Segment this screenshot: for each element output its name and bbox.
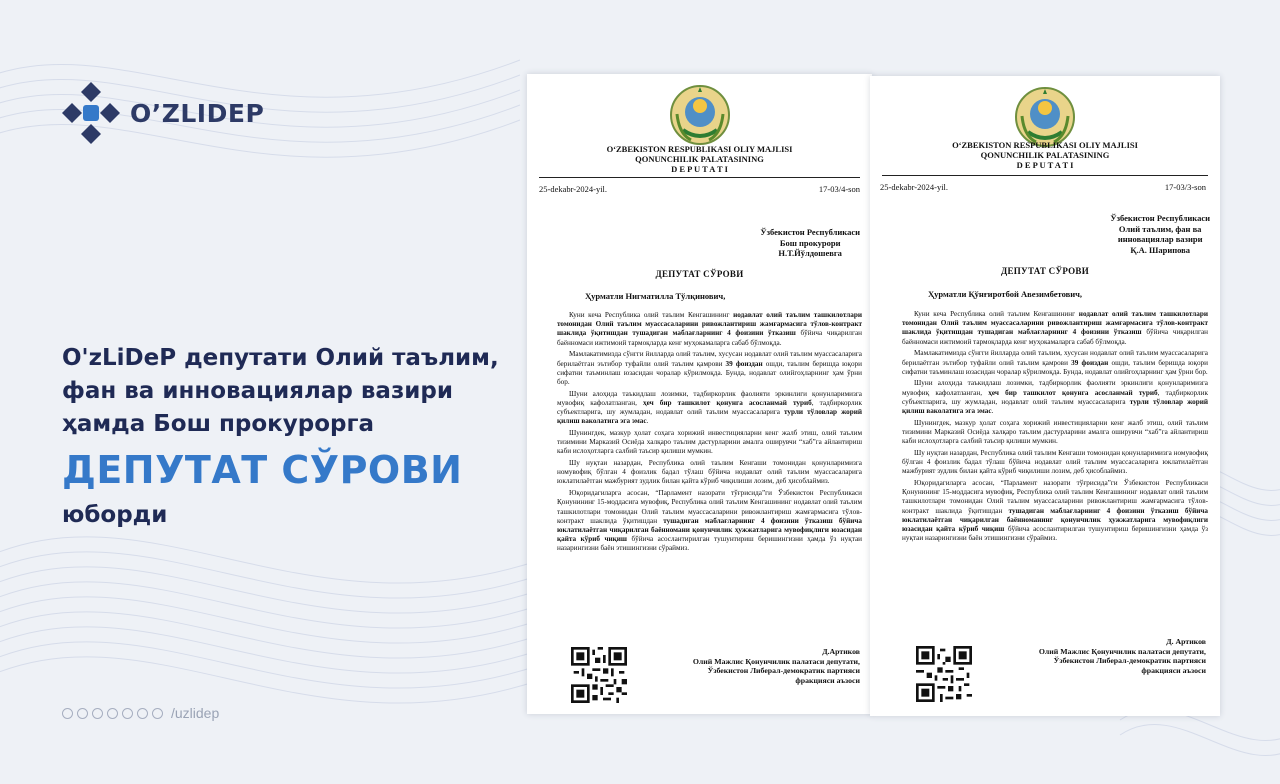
- addressee-line-4: Қ.А. Шарипова: [1130, 244, 1191, 255]
- telegram-icon[interactable]: [92, 708, 103, 719]
- headline-line-2: фан ва инновациялар вазири: [62, 378, 453, 404]
- addressee-line-3: Н.Т.Йўлдошевга: [778, 248, 842, 258]
- state-emblem-icon: [1014, 86, 1076, 148]
- institution-line-1: O‘ZBEKISTON RESPUBLIKASI OLIY MAJLISI: [952, 140, 1138, 150]
- addressee-line-3: инновациялар вазири: [1117, 234, 1203, 244]
- institution-line-3: D E P U T A T I: [671, 164, 728, 174]
- signer-title-1: Олий Мажлис Қонунчилик палатаси депутати,: [692, 656, 860, 666]
- greeting: Ҳурматли Қўнғиротбой Авезимбетович,: [928, 289, 1083, 299]
- addressee-line-2: Олий таълим, фан ва: [1118, 223, 1202, 234]
- social-bar: [62, 705, 219, 721]
- send-icon[interactable]: [152, 708, 163, 719]
- doc-date: 25-dekabr-2024-yil.: [539, 184, 608, 194]
- signer-title-2: Ўзбекистон Либерал-демократик партияси: [707, 666, 860, 675]
- greeting: Ҳурматли Нигматилла Тўлқинович,: [585, 291, 726, 301]
- institution-line-2: QONUNCHILIK PALATASINING: [635, 154, 764, 164]
- paragraph-4: Шунингдек, мазкур ҳолат соҳага хорижий инвестицияларни кенг жалб этиш, олий таълим тизимини Марказий Осиёда халқаро таълим дастурларини амалга оширувчи “хаб”га айлантириш каби ислоҳотларга салбий таъсир қилиши мумкин.: [902, 418, 1208, 446]
- youtube-icon[interactable]: [137, 708, 148, 719]
- twitter-icon[interactable]: [122, 708, 133, 719]
- header-rule: [882, 175, 1208, 176]
- headline-line-1: O'zLiDeP депутати Олий таълим,: [62, 345, 499, 371]
- paragraph-5: Шу нуқтаи назардан, Республика олий таълим Кенгаши томонидан қонунларимизга номувофиқ бўлган 4 фоизлик бадал тўлаш бўйича нодавлат олий таълим муассасаларига юклатилаётган мажбурият зудлик билан қайта кўриб чиқилиши лозим, деб ҳисоблаймиз.: [902, 448, 1208, 476]
- institution-line-2: QONUNCHILIK PALATASINING: [980, 150, 1110, 160]
- social-handle[interactable]: /uzlidep: [171, 705, 220, 721]
- doc-date: 25-dekabr-2024-yil.: [880, 182, 949, 192]
- headline: [62, 342, 522, 532]
- addressee-line-2: Бош прокурори: [779, 237, 841, 248]
- signer-title-3: фракцияси аъзоси: [795, 675, 860, 685]
- brand-logo[interactable]: [62, 82, 264, 144]
- tiktok-icon[interactable]: [107, 708, 118, 719]
- signer-name: Д. Артиков: [1166, 637, 1206, 646]
- doc-body: [902, 310, 1208, 546]
- doc-title: ДЕПУТАТ СЎРОВИ: [1000, 266, 1090, 276]
- paragraph-5: Шу нуқтаи назардан, Республика олий таълим Кенгаши томонидан қонунларимизга номувофиқ бўлган 4 фоизлик бадал тўлаш бўйича нодавлат олий таълим муассасаларига юклатилаётган мажбурият зудлик билан қайта кўриб чиқилиши лозим, деб ҳисоблаймиз.: [557, 459, 862, 486]
- addressee-line-1: Ўзбекистон Республикаси: [760, 227, 860, 237]
- paragraph-2: Мамлакатимизда сўнгги йилларда олий таълим, хусусан нодавлат олий таълим муассасаларига берилаётган эътибор туфайли олий таълим қамрови 39 фоиздан ошди, таълим беришда юқори сифатни таъминлаш юзасидан чоралар кўрилмоқда. Бунда, нодавлат олийгоҳларнинг ҳам ўрни бор.: [902, 349, 1208, 376]
- headline-big: ДЕПУТАТ СЎРОВИ: [62, 448, 463, 492]
- ozlidep-cross-logo-icon: [62, 82, 120, 144]
- signer-title-3: фракцияси аъзоси: [1141, 665, 1206, 675]
- headline-line-3: ҳамда Бош прокурорга: [62, 411, 375, 437]
- doc-number: 17-03/3-son: [1164, 182, 1206, 192]
- institution-line-3: D E P U T A T I: [1016, 160, 1074, 170]
- paragraph-1: Куни кеча Республика олий таълим Кенгашининг нодавлат олий таълим ташкилотлари томонидан Олий таълим муассасаларини ривожлантириш жамғармасига тўлов-контракт шаклида ўқитишдан тушадиган маблағларнинг 4 фоизини ўтказиш бўйича чиқарилган баённомаси ижтимоий тармоқларда кенг муҳокамаларга сабаб бўлмоқда.: [902, 310, 1208, 346]
- paragraph-6: Юқоридагиларга асосан, “Парламент назорати тўғрисида”ги Ўзбекистон Республикаси Қонунининг 15-моддасига мувофиқ, Республика олий таълим Кенгашининг нодавлат олий таълим ташкилотлари томонидан Олий таълим муассасаларини ривожлантириш жамғармасига тўлов-контракт шаклида ўқитишдан тушадиган маблағларнинг 4 фоизини ўтказиш бўйича юклатилаётган чиқарилган баённомани қонунчилик ҳужжатларига мувофиқлиги юзасидан қайта кўриб чиқиш бўйича асослантирилган тушунтириш беришингизни ҳамда ўз нуқтаи назарингизни баён этишингизни сўраймиз.: [557, 489, 862, 553]
- paragraph-3: Шуни алоҳида таъкидлаш лозимки, тадбиркорлик фаолияти эркинлиги қонунларимизга мувофиқ кафолатланган, ҳеч бир ташкилот қонунга асосланмай туриб, тадбиркорлик субъектларига, шу жумладан, нодавлат олий таълим муассасаларига турли тўловлар жорий қилиш ваколатига эга эмас.: [902, 379, 1208, 416]
- signature-block: [1039, 637, 1206, 675]
- headline-line-4: юборди: [62, 502, 168, 528]
- signer-title-1: Олий Мажлис Қонунчилик палатаси депутати,: [1038, 646, 1206, 656]
- brand-name: O’ZLIDEP: [130, 98, 265, 128]
- qr-code[interactable]: [916, 646, 972, 702]
- addressee-line-1: Ўзбекистон Республикаси: [1110, 213, 1210, 223]
- paragraph-6: Юқоридагиларга асосан, “Парламент назорати тўғрисида”ги Ўзбекистон Республикаси Қонунининг 15-моддасига мувофиқ, Республика олий таълим Кенгашининг нодавлат олий таълим ташкилотлари томонидан Олий таълим муассасаларини ривожлантириш жамғармасига тўлов-контракт шаклида ўқитишдан тушадиган маблағларнинг 4 фоизини ўтказиш бўйича юклатилаётган чиқарилган баённоманинг қонунчилик ҳужжатларига мувофиқлиги юзасидан қайта кўриб чиқиш бўйича асослантирилган тушунтириш беришингизни ҳамда ўз нуқтаи назарингизни баён этишингизни сўраймиз.: [902, 478, 1209, 543]
- document-prosecutor: [527, 74, 872, 714]
- state-emblem-icon: [669, 84, 731, 146]
- doc-title: ДЕПУТАТ СЎРОВИ: [655, 269, 744, 279]
- paragraph-1: Куни кеча Республика олий таълим Кенгашининг нодавлат олий таълим ташкилотлари томонидан Олий таълим муассасаларини ривожлантириш жамғармасига тўлов-контракт шаклида ўқитишдан тушадиган маблағларнинг 4 фоизини ўтказиш бўйича чиқарилган баённомаси ижтимоий тармоқларда кенг муҳокамаларга сабаб бўлмоқда.: [557, 311, 863, 347]
- signature-block: [693, 647, 860, 685]
- signer-name: Д.Артиков: [822, 647, 860, 656]
- qr-code[interactable]: [571, 647, 627, 703]
- institution-line-1: O‘ZBEKISTON RESPUBLIKASI OLIY MAJLISI: [606, 144, 793, 154]
- doc-number: 17-03/4-son: [818, 184, 860, 194]
- signer-title-2: Ўзбекистон Либерал-демократик партияси: [1053, 656, 1206, 665]
- doc-body: [557, 311, 862, 556]
- header-rule: [539, 177, 860, 178]
- facebook-icon[interactable]: [77, 708, 88, 719]
- document-minister: [870, 76, 1220, 716]
- addressee: [1110, 213, 1210, 255]
- paragraph-4: Шунингдек, мазкур ҳолат соҳага хорижий инвестицияларни кенг жалб этиш, олий таълим тизимини Марказий Осиёда халқаро таълим дастурларини амалга оширувчи “хаб”га айлантириш каби ислоҳотларга салбий таъсир қилиши мумкин.: [557, 428, 862, 456]
- paragraph-3: Шуни алоҳида таъкидлаш лозимки, тадбиркорлик фаолияти эркинлиги қонунларимизга мувофиқ кафолатланган, ҳеч бир ташкилот қонунга асосланмай туриб, тадбиркорлик субъектларига, шу жумладан, нодавлат олий таълим муассасаларига турли тўловлар жорий қилиш ваколатига эга эмас.: [557, 389, 862, 426]
- paragraph-2: Мамлакатимизда сўнгги йилларда олий таълим, хусусан нодавлат олий таълим муассасаларига берилаётган эътибор туфайли олий таълим қамрови 39 фоиздан ошди, таълим беришда юқори сифатни таъминлаш юзасидан чоралар кўрилмоқда. Бунда, нодавлат олийгоҳларнинг ҳам ўрни бор.: [557, 350, 862, 386]
- instagram-icon[interactable]: [62, 708, 73, 719]
- addressee: [760, 227, 860, 259]
